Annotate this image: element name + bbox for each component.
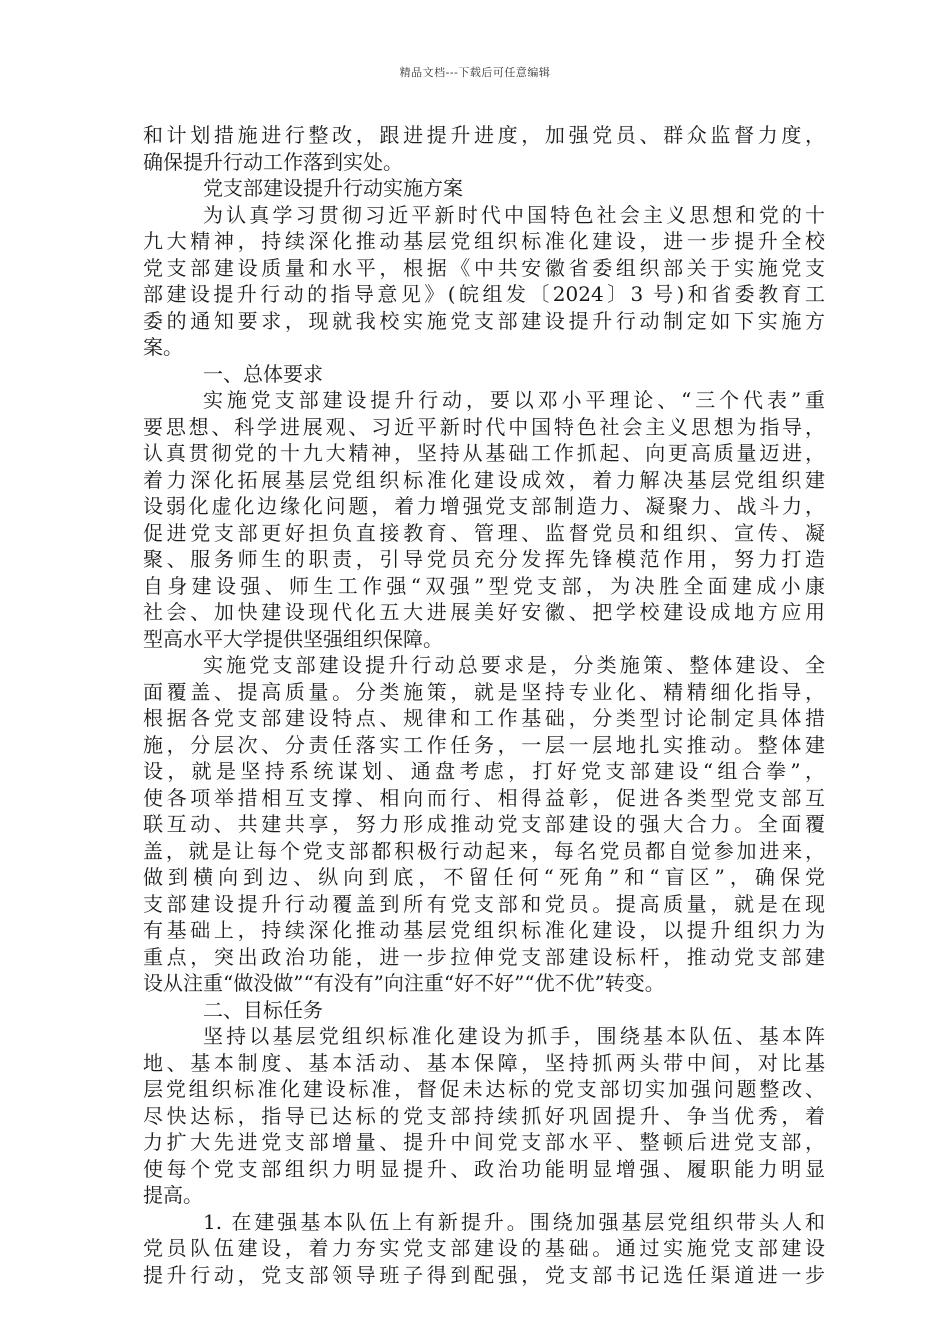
text-line: 盖，就是让每个党支部都积极行动起来，每名党员都自觉参加进来， [143, 838, 825, 863]
text-line: 设弱化虚化边缘化问题，着力增强党支部制造力、凝聚力、战斗力， [143, 494, 825, 518]
text-line: 1. 在建强基本队伍上有新提升。围绕加强基层党组织带头人和 [203, 1209, 825, 1234]
text-line: 提高。 [143, 1183, 203, 1207]
text-line: 社会、加快建设现代化五大进展美好安徽、把学校建设成地方应用 [143, 600, 825, 624]
text-line: 设从注重“做没做”“有没有”向注重“好不好”“优不优”转变。 [143, 971, 665, 995]
text-line: 为认真学习贯彻习近平新时代中国特色社会主义思想和党的十 [203, 202, 825, 227]
page-header: 精品文档---下载后可任意编辑 [399, 66, 551, 79]
text-line: 实施党支部建设提升行动，要以邓小平理论、“三个代表”重 [203, 388, 825, 412]
text-line: 认真贯彻党的十九大精神，坚持从基础工作抓起、向更高质量迈进， [143, 441, 825, 465]
text-line: 面覆盖、提高质量。分类施策，就是坚持专业化、精精细化指导， [143, 679, 825, 704]
text-line: 地、基本制度、基本活动、基本保障，坚持抓两头带中间，对比基 [143, 1050, 825, 1075]
text-line: 确保提升行动工作落到实处。 [143, 149, 403, 174]
text-line: 尽快达标，指导已达标的党支部持续抓好巩固提升、争当优秀，着 [143, 1103, 825, 1128]
text-line: 案。 [143, 335, 183, 359]
text-line: 实施党支部建设提升行动总要求是，分类施策、整体建设、全 [203, 653, 825, 677]
text-line: 党支部建设质量和水平，根据《中共安徽省委组织部关于实施党支 [143, 255, 825, 280]
text-line: 九大精神，持续深化推动基层党组织标准化建设，进一步提升全校 [143, 229, 825, 253]
text-line: 党支部建设提升行动实施方案 [203, 176, 463, 200]
text-line: 重点，突出政治功能，进一步拉伸党支部建设标杆，推动党支部建 [143, 944, 825, 969]
text-line: 力扩大先进党支部增量、提升中间党支部水平、整顿后进党支部， [143, 1130, 825, 1154]
text-line: 提升行动，党支部领导班子得到配强，党支部书记选任渠道进一步 [143, 1262, 825, 1287]
text-line: 一、总体要求 [203, 361, 323, 386]
text-line: 施，分层次、分责任落实工作任务，一层一层地扎实推动。整体建 [143, 732, 825, 757]
text-line: 使每个党支部组织力明显提升、政治功能明显增强、履职能力明显 [143, 1156, 825, 1181]
text-line: 支部建设提升行动覆盖到所有党支部和党员。提高质量，就是在现 [143, 891, 825, 916]
text-line: 设，就是坚持系统谋划、通盘考虑，打好党支部建设“组合拳”， [143, 759, 825, 783]
text-line: 根据各党支部建设特点、规律和工作基础，分类型讨论制定具体措 [143, 706, 825, 730]
text-line: 做到横向到边、纵向到底，不留任何“死角”和“盲区”，确保党 [143, 865, 825, 889]
text-line: 促进党支部更好担负直接教育、管理、监督党员和组织、宣传、凝 [143, 520, 825, 545]
text-line: 要思想、科学进展观、习近平新时代中国特色社会主义思想为指导， [143, 414, 825, 439]
text-line: 层党组织标准化建设标准，督促未达标的党支部切实加强问题整改、 [143, 1077, 825, 1101]
text-line: 和计划措施进行整改，跟进提升进度，加强党员、群众监督力度， [143, 123, 825, 147]
document-body [143, 122, 825, 1288]
text-line: 型高水平大学提供坚强组织保障。 [143, 626, 443, 651]
text-line: 二、目标任务 [203, 997, 323, 1022]
text-line: 部建设提升行动的指导意见》(皖组发〔2024〕3 号)和省委教育工 [143, 282, 825, 306]
text-line: 坚持以基层党组织标准化建设为抓手，围绕基本队伍、基本阵 [203, 1024, 825, 1048]
text-line: 联互动、共建共享，努力形成推动党支部建设的强大合力。全面覆 [143, 812, 825, 836]
text-line: 着力深化拓展基层党组织标准化建设成效，着力解决基层党组织建 [143, 467, 825, 492]
text-line: 有基础上，持续深化推动基层党组织标准化建设，以提升组织力为 [143, 918, 825, 942]
text-line: 使各项举措相互支撑、相向而行、相得益彰，促进各类型党支部互 [143, 785, 825, 810]
text-line: 委的通知要求，现就我校实施党支部建设提升行动制定如下实施方 [143, 308, 825, 333]
text-line: 聚、服务师生的职责，引导党员充分发挥先锋模范作用，努力打造 [143, 547, 825, 571]
text-line: 自身建设强、师生工作强“双强”型党支部，为决胜全面建成小康 [143, 573, 825, 598]
text-line: 党员队伍建设，着力夯实党支部建设的基础。通过实施党支部建设 [143, 1236, 825, 1260]
